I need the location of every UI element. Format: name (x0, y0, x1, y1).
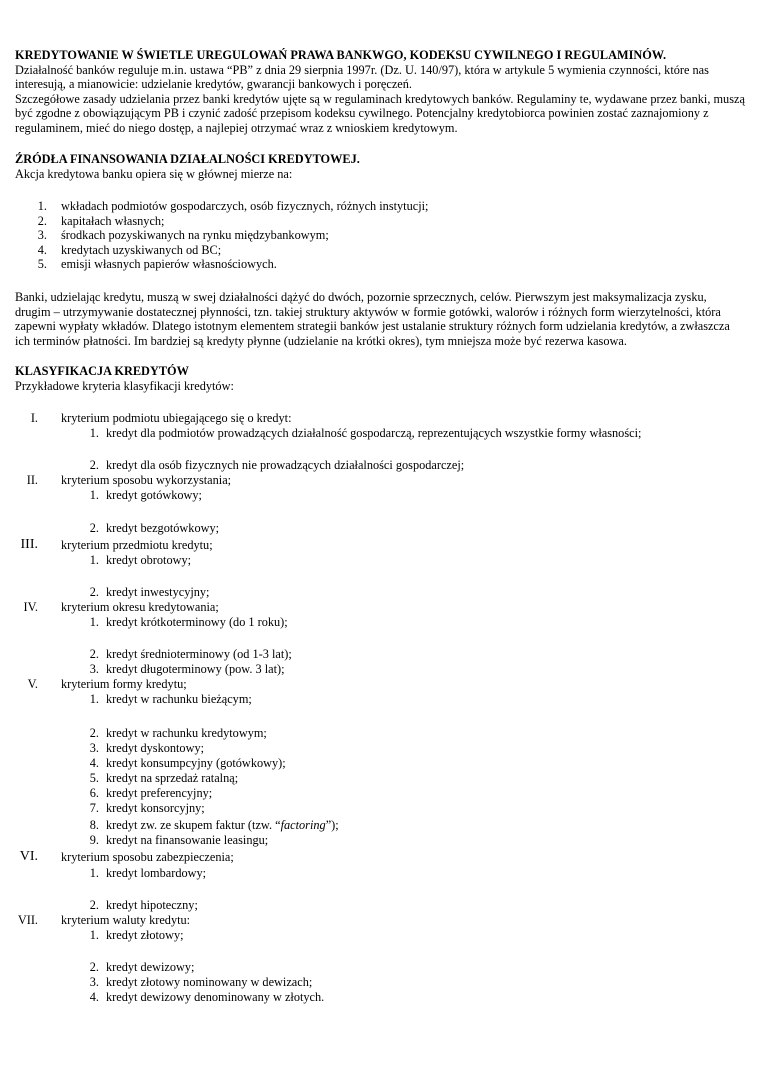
list-text: kredyt preferencyjny; (106, 786, 213, 800)
section-financing-sources (15, 152, 745, 181)
list-text: kredyt w rachunku bieżącym; (106, 692, 252, 706)
list-item (15, 426, 745, 441)
list-text: kredyt konsorcyjny; (106, 801, 205, 815)
list-number: 1. (89, 866, 99, 880)
list-text: wkładach podmiotów gospodarczych, osób fizycznych, różnych instytucji; (61, 199, 429, 213)
list-item (15, 801, 745, 816)
criterion-row (15, 850, 745, 865)
roman-numeral: VII. (17, 913, 38, 927)
list-number: 5. (37, 257, 47, 272)
list-text-factoring (106, 818, 339, 833)
list-text: kredyt hipoteczny; (106, 898, 198, 912)
list-item (15, 975, 745, 990)
text-segment: ”); (325, 818, 339, 832)
list-number: 1. (89, 426, 99, 440)
paragraph-banking-law: Działalność banków reguluje m.in. ustawa “PB” z dnia 29 sierpnia 1997r. (Dz. U. 140/97), która w artykule 5 wymienia czynności, które nas interesują, a mianowicie: udzielanie kredytów, gwarancji bankowych i poręczeń. (15, 62, 709, 92)
list-item (15, 833, 745, 848)
list-number: 3. (89, 975, 99, 989)
criterion-row (15, 913, 745, 928)
financing-intro: Akcja kredytowa banku opiera się w głównej mierze na: (15, 166, 293, 181)
criterion-row (15, 411, 745, 426)
list-number: 1. (89, 615, 99, 629)
list-text: kredyt złotowy; (106, 928, 184, 942)
text-segment: kredyt zw. ze skupem faktur (tzw. “ (106, 818, 281, 832)
list-item (15, 741, 745, 756)
list-number: 4. (89, 756, 99, 770)
roman-numeral: II. (26, 473, 38, 487)
heading-legal-basis: KREDYTOWANIE W ŚWIETLE UREGULOWAŃ PRAWA BANKWGO, KODEKSU CYWILNEGO I REGULAMINÓW. (15, 48, 667, 62)
paragraph-liquidity: Banki, udzielając kredytu, muszą w swej działalności dążyć do dwóch, pozornie sprzecznych, celów. Pierwszym jest maksymalizacja zysku, drugim – utrzymywanie dostatecznej płynności, tzn. takiej struktury aktywów w formie gotówki, walorów i różnych form wierzytelności, która zapewni wypłaty wkładów. Dlatego istotnym elementem strategii banków jest ustalanie struktury różnych form udzielania kredytów, a zwłaszcza ich terminów płatności. Im bardziej są kredyty płynne (udzielanie na krótki okres), tym mniejsza może być rezerwa kasowa. (15, 290, 730, 348)
list-number: 6. (89, 786, 99, 800)
list-text: kredyt średnioterminowy (od 1-3 lat); (106, 647, 292, 661)
classification-intro: Przykładowe kryteria klasyfikacji kredytów: (15, 378, 234, 393)
list-item (15, 257, 745, 272)
list-text: kredyt dla osób fizycznych nie prowadzących działalności gospodarczej; (106, 458, 465, 472)
list-text: środkach pozyskiwanych na rynku międzybankowym; (61, 228, 329, 243)
list-text: kredyt w rachunku kredytowym; (106, 726, 267, 740)
list-number: 1. (89, 488, 99, 502)
criterion-text: kryterium sposobu zabezpieczenia; (61, 850, 234, 864)
list-text: kredyt inwestycyjny; (106, 585, 210, 599)
list-item (15, 928, 745, 943)
list-text: kredyt dewizowy denominowany w złotych. (106, 990, 325, 1004)
list-item (15, 771, 745, 786)
list-text: kredyt dewizowy; (106, 960, 195, 974)
roman-numeral: IV. (23, 600, 38, 614)
list-number: 1. (89, 553, 99, 567)
list-item (15, 898, 745, 913)
list-text: kredyt długoterminowy (pow. 3 lat); (106, 662, 285, 676)
list-number: 2. (89, 458, 99, 472)
list-item (15, 199, 745, 214)
list-number: 4. (89, 990, 99, 1004)
list-text: kredyt dla podmiotów prowadzących działalność gospodarczą, reprezentujących wszystkie formy własności; (106, 426, 642, 440)
list-item (15, 866, 745, 881)
list-number: 9. (89, 833, 99, 847)
list-number: 1. (37, 199, 47, 213)
list-item (15, 818, 745, 833)
list-text: kredyt dyskontowy; (106, 741, 205, 755)
criterion-text: kryterium przedmiotu kredytu; (61, 538, 213, 552)
list-number: 2. (89, 647, 99, 661)
list-item (15, 647, 745, 662)
list-item (15, 960, 745, 975)
list-number: 2. (89, 898, 99, 912)
list-text: kredyt lombardowy; (106, 866, 207, 880)
list-item (15, 726, 745, 741)
criterion-text: kryterium waluty kredytu: (61, 913, 191, 927)
list-text: kredyt konsumpcyjny (gotówkowy); (106, 756, 286, 770)
list-text: kredyt krótkoterminowy (do 1 roku); (106, 615, 288, 629)
section-classification (15, 364, 745, 393)
list-text: kredyt obrotowy; (106, 553, 192, 567)
list-item (15, 553, 745, 568)
list-number: 1. (89, 692, 99, 706)
italic-term: factoring (280, 818, 326, 832)
roman-numeral: I. (30, 411, 38, 425)
list-item (15, 615, 745, 630)
list-item (15, 990, 745, 1005)
criterion-row (15, 677, 745, 692)
list-text: kredytach uzyskiwanych od BC; (61, 242, 222, 257)
list-number: 7. (89, 801, 99, 815)
section-legal-basis (15, 48, 745, 136)
list-text: emisji własnych papierów własnościowych. (61, 257, 277, 272)
criterion-text: kryterium okresu kredytowania; (61, 600, 219, 614)
roman-numeral: V. (27, 677, 38, 691)
criterion-row (15, 473, 745, 488)
list-number: 2. (89, 726, 99, 740)
list-item (15, 214, 745, 229)
list-item (15, 662, 745, 677)
list-number: 2. (89, 521, 99, 535)
list-text: kredyt na finansowanie leasingu; (106, 833, 269, 847)
list-item (15, 692, 745, 707)
paragraph-credit-regulations: Szczegółowe zasady udzielania przez banki kredytów ujęte są w regulaminach kredytowych banków. Regulaminy te, wydawane przez banki, muszą być zgodne z obowiązującym PB i czynić zadość przepisom kodeksu cywilnego. Potencjalny kredytobiorca powinien zostać zaznajomiony z regulaminem, mieć do niego dostęp, a najlepiej otrzymać wraz z wnioskiem kredytowym. (15, 91, 745, 135)
list-number: 5. (89, 771, 99, 785)
list-item (15, 786, 745, 801)
list-item (15, 488, 745, 503)
list-text: kredyt bezgotówkowy; (106, 521, 220, 535)
heading-financing-sources: ŹRÓDŁA FINANSOWANIA DZIAŁALNOŚCI KREDYTOWEJ. (15, 152, 360, 166)
list-number: 2. (89, 585, 99, 599)
heading-classification: KLASYFIKACJA KREDYTÓW (15, 364, 189, 378)
list-item (15, 228, 745, 243)
list-number: 2. (89, 960, 99, 974)
list-text: kredyt gotówkowy; (106, 488, 202, 502)
list-number: 8. (89, 818, 99, 832)
criterion-text: kryterium formy kredytu; (61, 677, 187, 691)
list-text: kredyt na sprzedaż ratalną; (106, 771, 239, 785)
list-item (15, 458, 745, 473)
roman-numeral: VI. (19, 849, 38, 864)
list-item (15, 585, 745, 600)
financing-sources-list (15, 199, 745, 272)
list-number: 3. (37, 228, 47, 243)
criterion-row (15, 600, 745, 615)
list-text: kredyt złotowy nominowany w dewizach; (106, 975, 313, 989)
list-number: 4. (37, 242, 47, 257)
list-text: kapitałach własnych; (61, 213, 165, 228)
list-number: 2. (37, 213, 47, 228)
criterion-text: kryterium podmiotu ubiegającego się o kredyt: (61, 411, 292, 425)
list-item (15, 521, 745, 536)
criterion-text: kryterium sposobu wykorzystania; (61, 473, 232, 487)
roman-numeral: III. (20, 537, 38, 552)
criterion-row (15, 538, 745, 553)
list-number: 3. (89, 741, 99, 755)
list-item (15, 756, 745, 771)
list-number: 3. (89, 662, 99, 676)
list-number: 1. (89, 928, 99, 942)
list-item (15, 243, 745, 258)
